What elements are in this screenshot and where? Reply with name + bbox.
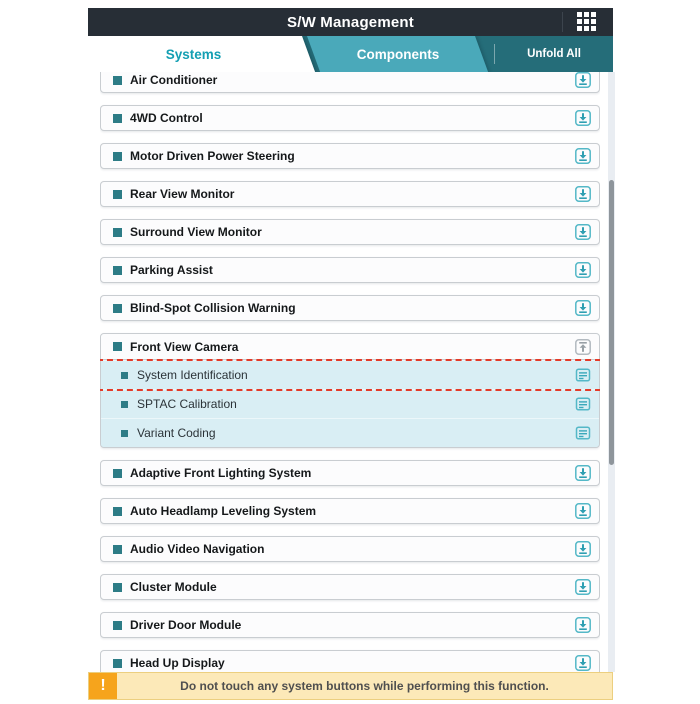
download-icon[interactable] [575,262,591,278]
bullet-square-icon [113,304,122,313]
system-row[interactable] [100,257,600,283]
download-icon[interactable] [575,617,591,633]
download-icon[interactable] [575,110,591,126]
download-icon[interactable] [575,465,591,481]
function-label: System Identification [137,368,248,382]
tab-bar [88,36,613,72]
bullet-square-icon [113,190,122,199]
system-label: Driver Door Module [130,618,242,632]
system-label: Motor Driven Power Steering [130,149,295,163]
download-icon[interactable] [575,655,591,671]
download-icon[interactable] [575,541,591,557]
bullet-square-icon [113,342,122,351]
system-label: Air Conditioner [130,73,218,87]
system-row[interactable] [100,181,600,207]
system-row[interactable] [100,143,600,169]
system-label: Surround View Monitor [130,225,262,239]
system-label: Head Up Display [130,656,225,670]
collapse-icon[interactable] [575,339,591,355]
download-icon[interactable] [575,148,591,164]
download-icon[interactable] [575,72,591,88]
systems-list[interactable] [100,72,600,672]
bullet-square-icon [113,469,122,478]
scrollbar-thumb[interactable] [609,180,614,465]
system-row[interactable] [100,219,600,245]
system-row[interactable] [101,334,599,360]
system-group [100,333,600,448]
function-doc-icon[interactable] [575,367,591,383]
menu-grid-icon[interactable] [577,12,598,32]
tab-components-label: Components [356,46,439,62]
system-label: Front View Camera [130,339,239,354]
function-label: SPTAC Calibration [137,397,237,411]
system-row[interactable] [100,498,600,524]
unfold-all-button[interactable] [495,36,613,72]
download-icon[interactable] [575,300,591,316]
system-label: Adaptive Front Lighting System [130,466,312,480]
function-doc-icon[interactable] [575,425,591,441]
download-icon[interactable] [575,224,591,240]
warning-bar [88,672,613,700]
system-label: 4WD Control [130,111,203,125]
system-label: Auto Headlamp Leveling System [130,504,317,518]
bullet-square-icon [113,659,122,668]
system-label: Parking Assist [130,263,213,277]
system-label: Rear View Monitor [130,187,235,201]
page-title: S/W Management [287,13,414,31]
tab-components[interactable] [307,36,488,72]
bullet-square-icon [113,152,122,161]
title-bar [88,8,613,36]
system-label: Cluster Module [130,580,217,594]
system-subrow[interactable] [101,389,599,418]
warning-text: Do not touch any system buttons while performing this function. [180,679,549,693]
system-row[interactable] [100,612,600,638]
system-subrow[interactable] [101,360,599,389]
system-label: Blind-Spot Collision Warning [130,301,296,315]
bullet-square-icon [121,430,128,437]
download-icon[interactable] [575,503,591,519]
bullet-square-icon [113,621,122,630]
unfold-all-label: Unfold All [527,48,581,60]
bullet-square-icon [113,114,122,123]
tab-systems-label: Systems [165,46,222,62]
download-icon[interactable] [575,186,591,202]
system-row[interactable] [100,105,600,131]
bullet-square-icon [121,401,128,408]
bullet-square-icon [113,507,122,516]
bullet-square-icon [113,228,122,237]
header-divider [562,12,563,32]
function-doc-icon[interactable] [575,396,591,412]
bullet-square-icon [113,266,122,275]
exclamation-icon: ! [89,673,117,699]
system-row[interactable] [100,536,600,562]
system-row[interactable] [100,574,600,600]
system-label: Audio Video Navigation [130,542,265,556]
bullet-square-icon [121,372,128,379]
download-icon[interactable] [575,579,591,595]
system-row[interactable] [100,460,600,486]
bullet-square-icon [113,545,122,554]
tab-systems[interactable] [88,36,315,72]
bullet-square-icon [113,583,122,592]
bullet-square-icon [113,76,122,85]
system-row[interactable] [100,72,600,93]
system-row[interactable] [100,650,600,672]
function-label: Variant Coding [137,426,216,440]
system-row[interactable] [100,295,600,321]
system-subrow[interactable] [101,418,599,447]
